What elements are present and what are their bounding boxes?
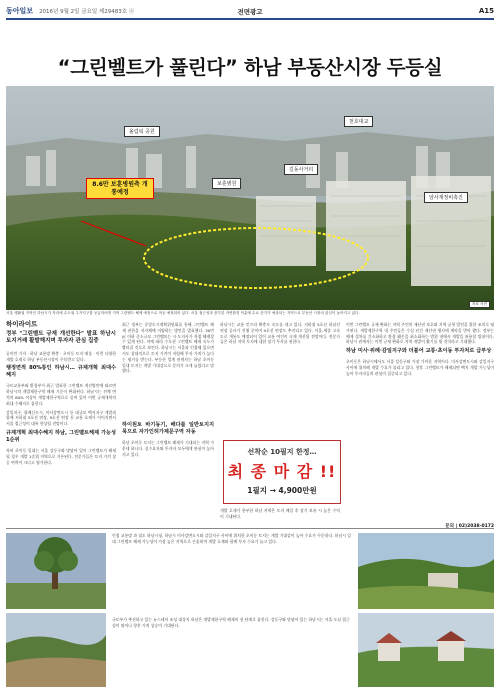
article-column-2-continued	[220, 508, 340, 523]
issue-date: 2016년 9월 2일 금요일 제29483호 ⓐ	[39, 9, 135, 15]
page-number: A15	[478, 7, 494, 15]
aerial-photo-illustration	[6, 86, 494, 310]
contact-phone: 문의 | 02)2038-0172	[445, 524, 494, 529]
article-paragraph: 하남시는 교통 인프라 확충도 속도를 내고 있다. 지하철 5호선 하남선 연장 공사가 진행 중이며 9호선 연장도 추진되고 있다. 서울-세종 고속도로 개통도 예정되어 있어 교통 여건이 크게 개선될 전망이다. 전문가들은 하남 지역 토지에 대한 장기 투자를 권한다.	[220, 322, 340, 345]
article-column-3	[346, 322, 494, 380]
article-column-1	[122, 322, 214, 377]
section-title: 전면광고	[237, 7, 263, 16]
article-column-2	[220, 322, 340, 348]
article-paragraph: 하남 초이동 토지는 그린벨트 해제가 기대되는 지역 가운데 하나다. 실수요자와 투자자 모두에게 관심이 높아지고 있다.	[122, 440, 214, 457]
article-paragraph: 개발 호재가 풍부한 하남 지역은 토지 매입 후 장기 보유 시 높은 수익이 기대된다.	[220, 508, 340, 519]
lead-paragraph: 국토교통부와 환경부가 최근 발표한 그린벨트 개선방안에 따르면 하남시의 개발제한구역 해제 기준이 완화된다. 하남시는 전체 면적의 80% 이상이 개발제한구역으로 묶여 있어 이번 규제개혁의 최대 수혜지로 꼽힌다.	[6, 383, 116, 406]
article-paragraph: 이번 그린벨트 규제 완화는 지역 주민의 재산권 보호와 지역 균형 발전을 위한 조치로 평가된다. 개발제한구역 내 주민들은 수십 년간 재산권 행사에 제약을 받아 왔다. 정부는 해제 절차를 간소화하고 환경 훼손을 최소화하는 범위 내에서 개발을 허용할 방침이다. 하남시 관계자는 이번 규제 완화로 지역 개발이 활기를 띨 것이라고 기대했다.	[346, 322, 494, 345]
housing-photo-illustration	[358, 613, 494, 687]
article-subheading-4: 하남 미사·위례·감일지구와 더불어 교통·초이동 투자처로 급부상	[346, 348, 492, 355]
article-paragraph: 초이동은 하남시에서도 서울 강동구와 가장 가까운 지역이다. 미사강변도시와 감일지구 사이에 위치해 개발 수요가 몰리고 있다. 향후 그린벨트가 해제되면 택지 개발 가능성이 높아 투자자들의 관심이 집중되고 있다.	[346, 359, 494, 376]
promo-box	[223, 440, 341, 504]
headline: “그린벨트가 풀린다” 하남 부동산시장 두등실	[57, 56, 443, 79]
label-olympic-park: 올림픽 공원	[124, 126, 160, 137]
bottom-section	[6, 528, 494, 688]
lead-column	[6, 322, 116, 468]
masthead	[6, 4, 494, 20]
promo-line-2: 최 종 마 감 !!	[227, 462, 337, 481]
photo-housing	[358, 613, 494, 687]
label-bridge: 천호대교	[344, 116, 373, 127]
article-column-1-continued	[122, 420, 214, 460]
photo-tree	[6, 533, 106, 609]
newspaper-name: 동아일보	[6, 7, 34, 15]
lead-subhead: 정부 "그린벨트 규제 개선한다" 발표 하남시 토지거래 활발해지며 투자자 관심 집중	[6, 330, 116, 345]
label-redevelopment: 암사재정비촉진	[424, 192, 468, 203]
photo-credit: 자료 사진	[469, 301, 490, 308]
lead-paragraph: 특히 초이동 일대는 서울 강동구와 맞닿아 있어 그린벨트가 해제될 경우 개발 1순위 지역으로 거론된다. 전문가들은 토지 가격 상승 여력이 크다고 평가한다.	[6, 447, 116, 465]
greenbelt-photo-illustration	[358, 533, 494, 609]
bottom-paragraph-1: 인접 교통망 과 철도 하남시청, 하남시 미사강변도시와 감일지구 사이에 위치한 초이동 토지는 개발 기대감이 높아 수요가 꾸준하다. 하남시 일대 그린벨트 해제 가능성이 가장 높은 지역으로 손꼽히며 개발 호재와 함께 투자 수요가 늘고 있다.	[112, 533, 351, 544]
promo-line-1: 선착순 10필지 한정…	[247, 448, 317, 456]
land-photo-illustration	[6, 613, 106, 687]
lead-paragraph: 공미란 기자 · 하남 교통망 확충 · 초이동 토지 매물 · 이런 다양한 개발 호재로 하남 부동산시장이 주목받고 있다.	[6, 350, 116, 362]
photo-caption: 서울 생활권 지역인 하남시가 자리에 수도권 주거지구를 공급하려면 지역 그린벨트 해제 예정으로 착공 예정되어 있다. 서울 접근성과 풍부한 자연환경 덕분에 수요 증가가 예상되는 지역으로 부동산 시장의 관심이 높아지고 있다.	[6, 311, 360, 315]
lead-paragraph: 감일지구, 위례신도시, 미사강변도시 등 대규모 택지지구 개발과 함께 지하철 5호선 연장, 9호선 연장 등 교통 호재가 이어지면서 서울 접근성이 대폭 향상될 전망이다.	[6, 409, 116, 427]
lead-subheading-1: 행정면적 80%통인 하남시… 규제개혁 최대수혜지	[6, 365, 116, 379]
tree-photo-illustration	[6, 533, 106, 609]
lead-subheading-2: 규제개혁 최대수혜지 하남, 그린벨트해제 가능성 1순위	[6, 429, 116, 443]
label-hospital: 보훈병원	[212, 178, 241, 189]
lead-kicker: 하이라이트	[6, 320, 38, 328]
callout-subway-extension: 8.6만 보훈병원측 개통예정	[86, 178, 154, 199]
label-crossroad: 길동사거리	[284, 164, 318, 175]
article-paragraph: 최근 정부는 중앙도시계획위원회를 통해 그린벨트 해제 권한을 지자체에 이양하는 방안을 발표했다. 30만㎡ 이하 중소규모 그린벨트는 시·도지사가 직접 해제할 수 있게 된다. 이에 따라 수도권 그린벨트 해제 속도가 빨라질 것으로 보인다. 하남시는 서울과 인접해 있으면서도 상대적으로 토지 가격이 저렴해 투자 가치가 높다는 평가를 받는다. 부동산 업계 관계자는 하남 초이동 일대 토지는 개발 기대감으로 문의가 크게 늘었다고 말했다.	[122, 322, 214, 374]
article-subheading-3: 하이원토 바기동기, 배다를 일반토지지목으로 자가인허가제문구역 자동	[122, 422, 214, 435]
photo-land	[6, 613, 106, 687]
promo-line-3: 1필지 → 4,900만원	[247, 486, 317, 495]
aerial-photo	[6, 86, 494, 310]
bottom-paragraph-2: 국토부가 추진하고 있는 뉴스테이 조성 대상지 하남은 개발제한구역 해제의 첫 단계로 꼽힌다. 강동구와 맞닿아 있는 하남시는 서울 도심 접근성이 뛰어나 향후 가치 상승이 기대된다.	[112, 617, 350, 628]
photo-greenbelt	[358, 533, 494, 609]
